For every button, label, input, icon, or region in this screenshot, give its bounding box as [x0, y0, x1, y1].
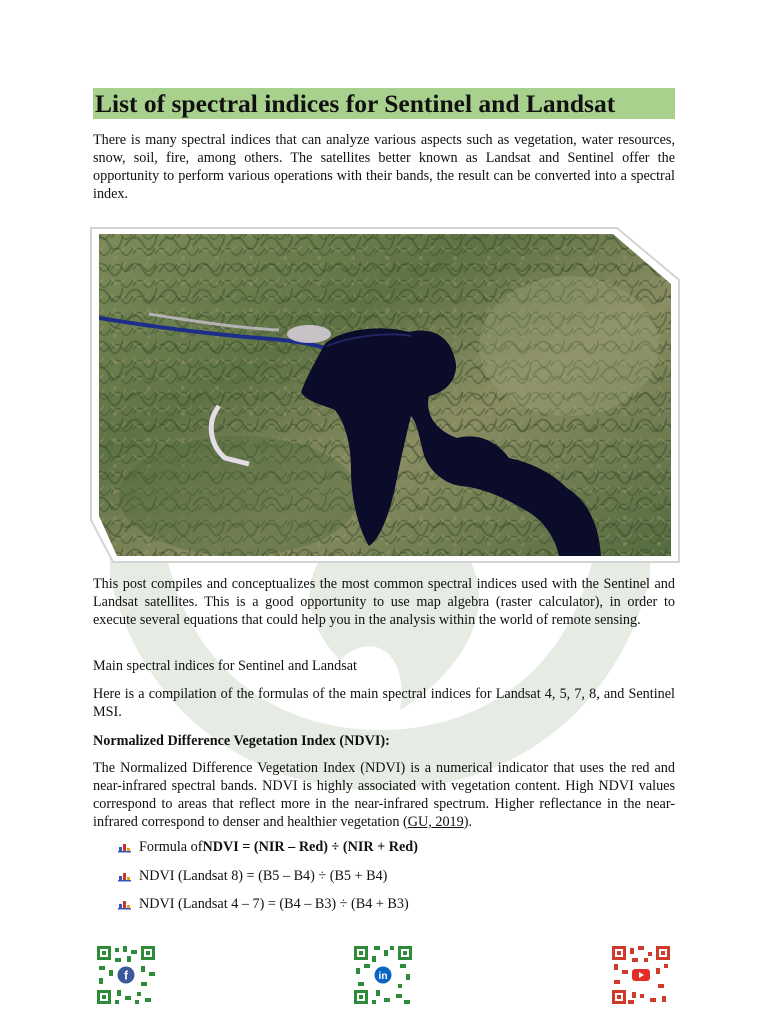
bullet-text: NDVI (Landsat 8) = (B5 – B4) ÷ (B5 + B4) [139, 867, 388, 884]
bullet-icon [115, 838, 139, 856]
bullet-text-bold: NDVI = (NIR – Red) ÷ (NIR + Red) [202, 839, 418, 855]
list-item [115, 895, 418, 924]
list-item [115, 838, 418, 867]
list-item [115, 867, 418, 896]
ndvi-heading: Normalized Difference Vegetation Index (NDVI): [93, 733, 390, 749]
linkedin-qr-code[interactable] [352, 944, 414, 1006]
section-heading: Main spectral indices for Sentinel and Landsat [93, 658, 357, 674]
page-title: List of spectral indices for Sentinel and Landsat [95, 89, 616, 118]
bullet-icon [115, 895, 139, 913]
ndvi-formula-list [115, 838, 418, 924]
ndvi-text-end: ). [463, 814, 473, 830]
ndvi-text: The Normalized Difference Vegetation Index (NDVI) is a numerical indicator that uses the red and near-infrared spectral bands. NDVI is highly associated with vegetation content. High NDVI values correspond to areas that reflect more in the near-infrared spectrum. Higher reflectance in the near-infrared correspond to denser and healthier vegetation ( [93, 760, 675, 830]
citation-link[interactable]: GU, 2019 [407, 814, 464, 830]
post-summary-paragraph: This post compiles and conceptualizes the most common spectral indices used with the Sentinel and Landsat satellites. This is a good opportunity to use map algebra (raster calculator), in order to execute several equations that could help you in the analysis within the world of remote sensing. [93, 576, 675, 628]
intro-paragraph: There is many spectral indices that can analyze various aspects such as vegetation, water resources, snow, soil, fire, among others. The satellites better known as Landsat and Sentinel offer the opportunity to perform various operations with their bands, the result can be converted into a spectral index. [93, 132, 675, 202]
ndvi-paragraph [93, 759, 675, 831]
facebook-qr-code[interactable] [95, 944, 157, 1006]
bullet-text: NDVI (Landsat 4 – 7) = (B4 – B3) ÷ (B4 + B3) [139, 896, 409, 912]
svg-text:in: in [378, 971, 388, 982]
compilation-paragraph: Here is a compilation of the formulas of the main spectral indices for Landsat 4, 5, 7, 8, and Sentinel MSI. [93, 686, 675, 720]
satellite-image [89, 226, 681, 564]
bullet-text-prefix: Formula of [139, 839, 203, 855]
bullet-icon [115, 867, 139, 885]
svg-text:f: f [124, 968, 128, 983]
youtube-qr-code[interactable] [610, 944, 672, 1006]
title-highlight [93, 88, 675, 119]
